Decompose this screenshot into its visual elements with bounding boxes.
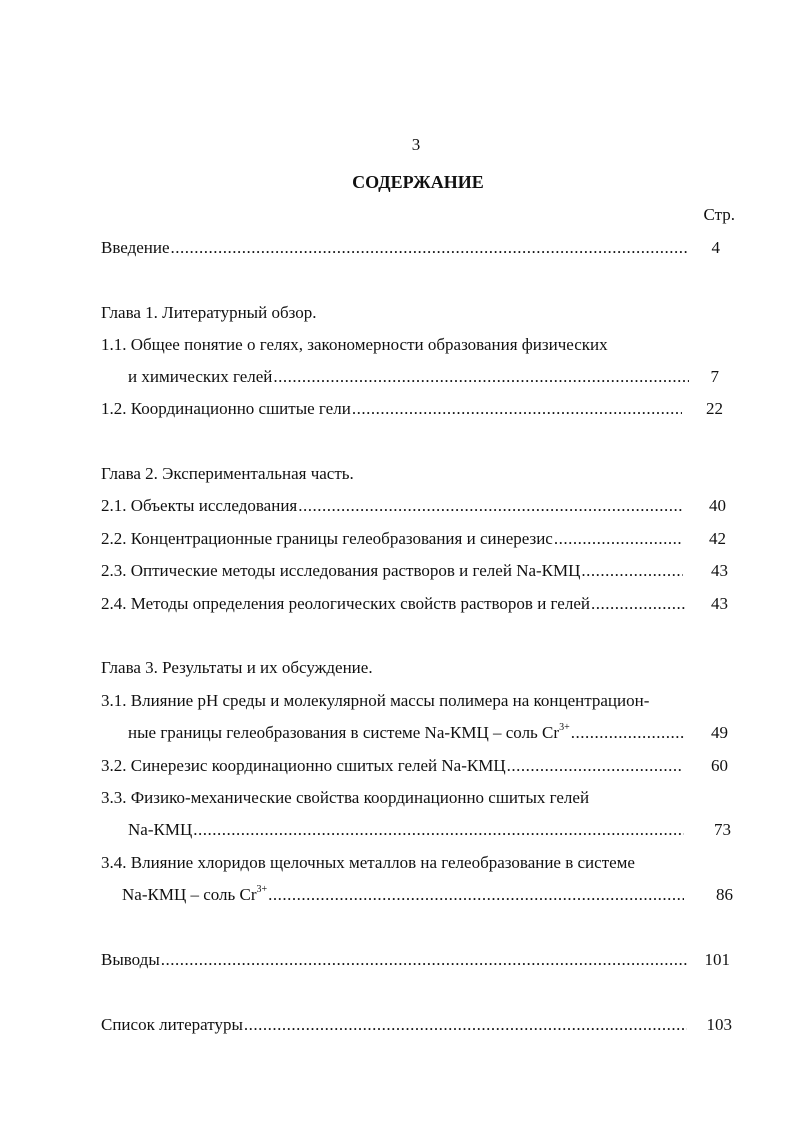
dot-leader bbox=[571, 721, 684, 745]
dot-leader bbox=[171, 236, 687, 260]
toc-entry-2-1[interactable] bbox=[101, 494, 686, 518]
page-number: 3 bbox=[411, 135, 421, 154]
toc-entry-2-2[interactable] bbox=[101, 527, 686, 551]
entry-page: 60 bbox=[711, 756, 728, 775]
entry-page: 40 bbox=[709, 496, 726, 515]
dot-leader bbox=[193, 818, 684, 842]
entry-text: 2.2. Концентрационные границы гелеобразования и синерезис bbox=[101, 529, 553, 548]
chapter-3-heading: Глава 3. Результаты и их обсуждение. bbox=[101, 658, 373, 677]
entry-page: 4 bbox=[711, 238, 720, 257]
superscript: 3+ bbox=[256, 884, 268, 895]
dot-leader bbox=[268, 883, 684, 907]
dot-leader bbox=[591, 592, 685, 616]
dot-leader bbox=[507, 754, 683, 778]
toc-entry-intro[interactable] bbox=[101, 236, 691, 260]
toc-entry-1-1-line1: 1.1. Общее понятие о гелях, закономерности образования физических bbox=[101, 335, 608, 354]
dot-leader bbox=[581, 559, 683, 583]
entry-text: 3.2. Синерезис координационно сшитых гелей Na-КМЦ bbox=[101, 756, 506, 775]
toc-entry-references[interactable] bbox=[101, 1013, 691, 1037]
entry-text: 2.3. Оптические методы исследования растворов и гелей Na-КМЦ bbox=[101, 561, 581, 580]
toc-entry-3-2[interactable] bbox=[101, 754, 687, 778]
entry-text: ные границы гелеобразования в системе Na-КМЦ – соль $Cr^{3+}$ bbox=[128, 722, 570, 742]
entry-text: 2.1. Объекты исследования bbox=[101, 496, 298, 515]
toc-entry-2-3[interactable] bbox=[101, 559, 687, 583]
toc-title: СОДЕРЖАНИЕ bbox=[352, 172, 484, 192]
chapter-1-heading: Глава 1. Литературный обзор. bbox=[101, 303, 317, 322]
chapter-2-heading: Глава 2. Экспериментальная часть. bbox=[101, 464, 354, 483]
dot-leader bbox=[298, 494, 682, 518]
toc-entry-3-1[interactable] bbox=[128, 721, 688, 745]
superscript: 3+ bbox=[559, 722, 570, 733]
toc-entry-2-4[interactable] bbox=[101, 592, 689, 616]
entry-page: 22 bbox=[706, 399, 723, 418]
entry-page: 73 bbox=[714, 820, 731, 839]
entry-text: 2.4. Методы определения реологических свойств растворов и гелей bbox=[101, 594, 590, 613]
dot-leader bbox=[352, 397, 682, 421]
entry-page: 86 bbox=[716, 885, 733, 904]
dot-leader bbox=[273, 365, 689, 389]
toc-entry-3-3-line1: 3.3. Физико-механические свойства координационно сшитых гелей bbox=[101, 788, 590, 807]
entry-text: Список литературы bbox=[101, 1015, 243, 1034]
entry-page: 49 bbox=[711, 723, 728, 742]
dot-leader bbox=[161, 948, 687, 972]
dot-leader bbox=[554, 527, 682, 551]
entry-page: 7 bbox=[710, 367, 719, 386]
toc-entry-3-4-line1: 3.4. Влияние хлоридов щелочных металлов на гелеобразование в системе bbox=[101, 853, 635, 872]
dot-leader bbox=[244, 1013, 687, 1037]
entry-page: 103 bbox=[706, 1015, 732, 1034]
toc-entry-1-2[interactable] bbox=[101, 397, 686, 421]
toc-entry-1-1[interactable] bbox=[128, 365, 693, 389]
page-column-label: Стр. bbox=[703, 205, 735, 224]
toc-entry-conclusions[interactable] bbox=[101, 948, 691, 972]
entry-text: Na-КМЦ – соль $Cr^{3+}$ bbox=[122, 884, 268, 904]
entry-text: Na-КМЦ bbox=[128, 820, 193, 839]
entry-text: 1.2. Координационно сшитые гели bbox=[101, 399, 351, 418]
entry-text: и химических гелей bbox=[128, 367, 273, 386]
entry-text: Выводы bbox=[101, 950, 160, 969]
entry-page: 43 bbox=[711, 561, 728, 580]
entry-page: 42 bbox=[709, 529, 726, 548]
toc-entry-3-3[interactable] bbox=[128, 818, 688, 842]
entry-page: 43 bbox=[711, 594, 728, 613]
toc-entry-3-4[interactable] bbox=[122, 883, 688, 907]
toc-entry-3-1-line1: 3.1. Влияние рН среды и молекулярной массы полимера на концентрацион- bbox=[101, 691, 650, 710]
entry-text: Введение bbox=[101, 238, 170, 257]
entry-page: 101 bbox=[704, 950, 730, 969]
